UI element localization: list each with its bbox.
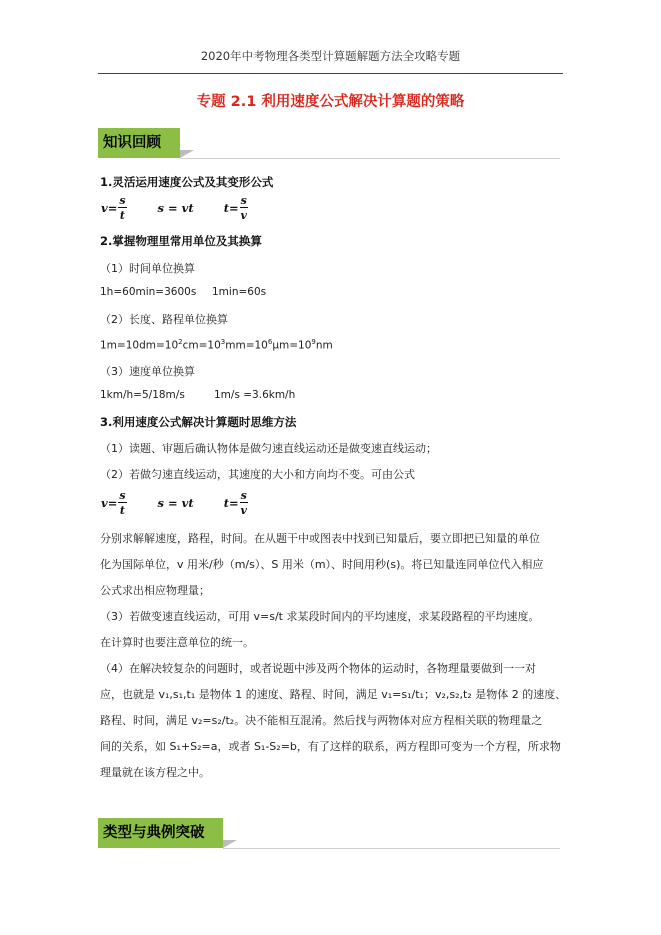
page-title: 专题 2.1 利用速度公式解决计算题的策略: [196, 94, 465, 110]
formula-s-equals-vt: s = vt: [157, 201, 194, 215]
label-length-units: （2）长度、路程单位换算: [100, 313, 228, 326]
length-conversion-line: $1m=10dm=10^2cm=10^3mm=10^6\mu m=10^9nm$: [100, 338, 333, 352]
method-step-1: （1）读题、审题后确认物体是做匀速直线运动还是做变速直线运动；: [100, 442, 437, 455]
method-step-4-line-5: 理量就在该方程之中。: [100, 766, 210, 779]
method-step-2-line-1: 分别求解解速度，路程，时间。在从题干中或图表中找到已知量后，要立即把已知量的单位: [100, 532, 540, 545]
method-step-2-line-2: 化为国际单位，v 用米/秒（m/s）、S 用米（m）、时间用秒(s)。将已知量连同单位代入相应: [100, 558, 544, 571]
fraction-s-over-v-2: $\frac{s}{v}$: [240, 489, 247, 517]
method-step-4-line-3: 路程、时间，满足 v₂=s₂/t₂。决不能相互混淆。然后找与两物体对应方程相关联的物理量之: [100, 714, 543, 727]
banner-rule-examples: [223, 848, 560, 849]
label-speed-units: （3）速度单位换算: [100, 365, 195, 378]
heading-units: 2.掌握物理里常用单位及其换算: [100, 234, 262, 248]
speed-conversion-ms: 1m/s =3.6km/h: [214, 389, 296, 401]
formula-row-1: v = $\frac{s}{t}$ s = vt t = $\frac{s}{v}$: [101, 194, 247, 222]
banner-rule-review: [180, 158, 560, 159]
label-time-units: （1）时间单位换算: [100, 262, 195, 275]
method-step-3-line-2: 在计算时也要注意单位的统一。: [100, 636, 254, 649]
formula-s-equals-vt-2: s = vt: [157, 496, 194, 510]
heading-speed-formula: 1.灵活运用速度公式及其变形公式: [100, 175, 274, 189]
method-step-4-line-4: 间的关系，如 S₁+S₂=a，或者 S₁-S₂=b，有了这样的联系，两方程即可变为一个方程，所求物: [100, 740, 561, 753]
section-banner-examples: 类型与典例突破: [98, 818, 223, 848]
formula-v-lhs: v: [101, 201, 108, 215]
fraction-s-over-v: $\frac{s}{v}$: [240, 194, 247, 222]
formula-row-2: v = $\frac{s}{t}$ s = vt t = $\frac{s}{v}$: [101, 489, 247, 517]
method-step-2-line-3: 公式求出相应物理量；: [100, 584, 210, 597]
section-banner-review: 知识回顾: [98, 128, 180, 158]
running-header: 2020年中考物理各类型计算题解题方法全攻略专题: [200, 49, 461, 63]
method-step-4-line-2: 应，也就是 v₁,s₁,t₁ 是物体 1 的速度、路程、时间，满足 v₁=s₁/t₁；v₂,s₂,t₂ 是物体 2 的速度、: [100, 688, 567, 701]
header-rule: [98, 73, 563, 74]
banner-fold-review: [180, 150, 194, 158]
formula-t-lhs: t: [223, 201, 229, 215]
time-conversion-minute: 1min=60s: [212, 286, 267, 298]
banner-fold-examples: [223, 840, 237, 848]
heading-method: 3.利用速度公式解决计算题时思维方法: [100, 415, 297, 429]
speed-conversion-kmh: 1km/h=5/18m/s: [100, 389, 185, 401]
time-conversion-hour: 1h=60min=3600s: [100, 286, 197, 298]
fraction-s-over-t: $\frac{s}{t}$: [119, 194, 126, 222]
method-step-2: （2）若做匀速直线运动，其速度的大小和方向均不变。可由公式: [100, 468, 415, 481]
method-step-3-line-1: （3）若做变速直线运动，可用 v=s/t 求某段时间内的平均速度，求某段路程的平均速度。: [100, 610, 540, 623]
fraction-s-over-t-2: $\frac{s}{t}$: [119, 489, 126, 517]
method-step-4-line-1: （4）在解决较复杂的问题时，或者说题中涉及两个物体的运动时，各物理量要做到一一对: [100, 662, 536, 675]
